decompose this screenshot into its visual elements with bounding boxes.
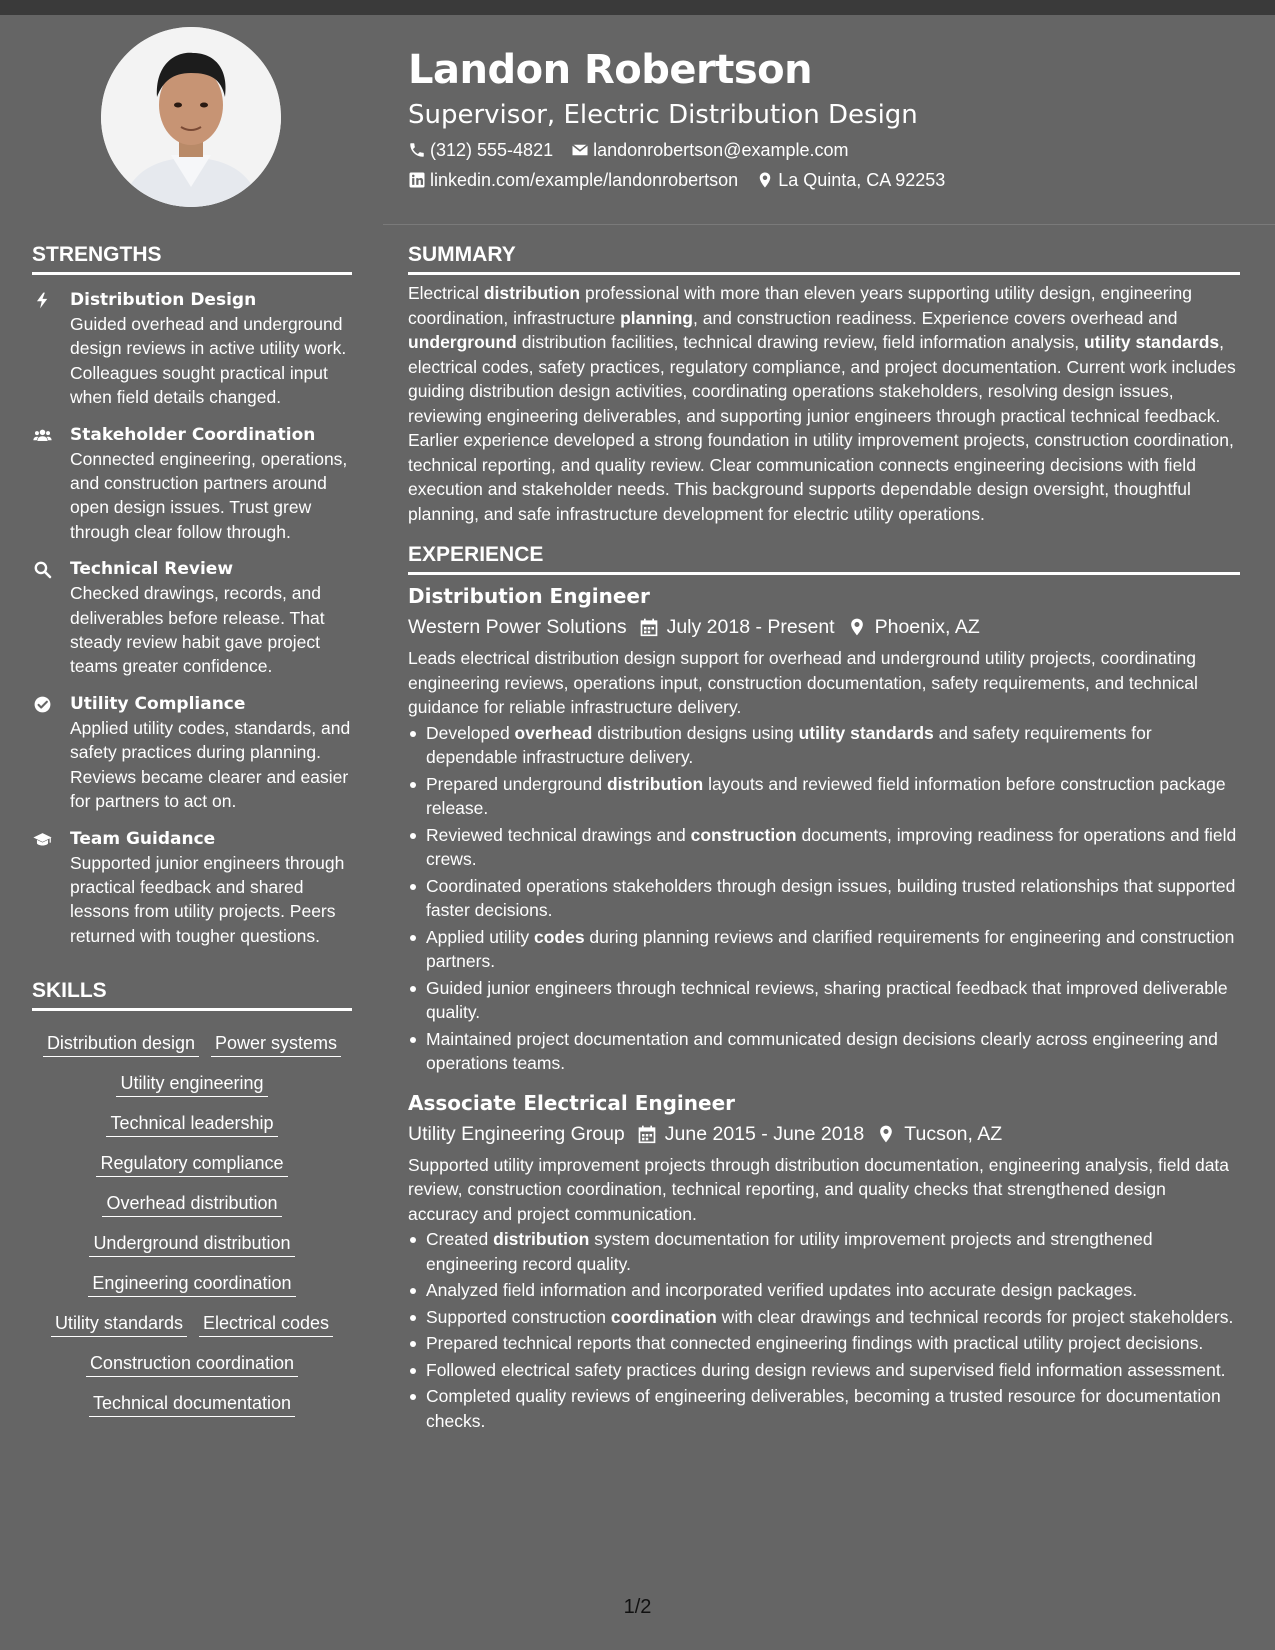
company-name: Western Power Solutions — [408, 616, 627, 638]
text-run: Reviewed technical drawings and — [426, 824, 691, 845]
contact-email[interactable] — [571, 138, 848, 162]
strength-item — [32, 423, 352, 545]
summary-heading: SUMMARY — [408, 243, 516, 266]
contact-location — [756, 168, 945, 192]
bullet-item — [408, 976, 1240, 1025]
text-run: Supported construction — [426, 1306, 611, 1327]
resume-header — [408, 42, 1248, 192]
skill-tag: Construction coordination — [86, 1350, 298, 1377]
candidate-title: Supervisor, Electric Distribution Design — [408, 100, 918, 130]
bold-keyword: utility standards — [1083, 332, 1220, 352]
bold-keyword: distribution — [483, 283, 581, 303]
search-icon — [32, 560, 53, 579]
strength-title: Technical Review — [70, 559, 234, 580]
job-bullets — [408, 721, 1240, 1076]
bullet-item — [408, 1227, 1240, 1276]
strength-item — [32, 692, 352, 814]
map-pin-icon — [847, 617, 867, 637]
skill-tag: Electrical codes — [199, 1310, 333, 1337]
bold-keyword: overhead — [514, 722, 593, 743]
text-run: during planning reviews and clarified requirements for engineering and construction partners. — [426, 926, 1235, 971]
job-dates — [639, 612, 835, 642]
strength-title: Team Guidance — [70, 828, 216, 849]
text-run: Maintained project documentation and communicated design decisions clearly across engineering and operations teams. — [426, 1028, 1218, 1073]
job-description: Leads electrical distribution design support for overhead and underground utility projects, coordinating engineering reviews, operations input, construction documentation, safety requirements, and technical guidance for reliable infrastructure delivery. — [408, 648, 1198, 717]
text-run: Developed — [426, 722, 515, 743]
phone-icon — [408, 141, 426, 159]
email-text[interactable]: landonrobertson@example.com — [593, 140, 849, 160]
text-run: Applied utility — [426, 926, 534, 947]
bullet-item — [408, 1278, 1240, 1303]
bullet-item — [408, 1384, 1240, 1433]
bold-keyword: planning — [620, 307, 693, 328]
summary-rule — [408, 272, 1240, 275]
text-run: and safety requirements for dependable infrastructure delivery. — [426, 722, 1152, 767]
right-column — [408, 240, 1240, 1435]
skill-tag: Engineering coordination — [88, 1270, 295, 1297]
strength-item — [32, 827, 352, 949]
text-run: Coordinated operations stakeholders through design issues, building trusted relationships that supported faster decisions. — [426, 875, 1236, 920]
skill-tag: Regulatory compliance — [96, 1150, 287, 1177]
top-bar — [0, 0, 1275, 15]
job-meta — [408, 1119, 1240, 1149]
text-run: distribution designs using — [592, 722, 799, 743]
job-entry — [408, 581, 1240, 1076]
text-run: Followed electrical safety practices during design reviews and supervised field information assessment. — [426, 1359, 1226, 1380]
text-run: Completed quality reviews of engineering deliverables, becoming a trusted resource for documentation checks. — [426, 1386, 1221, 1431]
text-run: professional with more than eleven years supporting utility design, engineering coordination, infrastructure — [408, 283, 1192, 328]
job-title: Associate Electrical Engineer — [408, 1090, 736, 1115]
text-run: Guided junior engineers through technical reviews, sharing practical feedback that improved deliverable quality. — [426, 977, 1228, 1022]
contact-row-1 — [408, 138, 1248, 162]
map-pin-icon — [756, 171, 774, 189]
users-icon — [32, 426, 53, 445]
bold-keyword: distribution — [493, 1229, 590, 1249]
phone-text: (312) 555-4821 — [430, 140, 554, 160]
skills-list — [32, 1017, 352, 1417]
job-location — [847, 612, 980, 642]
job-dates-text: June 2015 - June 2018 — [664, 1122, 865, 1145]
job-location-text: Tucson, AZ — [904, 1122, 1003, 1145]
text-run: Prepared technical reports that connected engineering findings with practical utility project decisions. — [426, 1333, 1204, 1353]
skill-tag: Technical leadership — [106, 1110, 277, 1137]
skill-row — [32, 1270, 352, 1297]
job-dates — [637, 1119, 865, 1149]
strengths-heading: STRENGTHS — [32, 243, 162, 266]
bullet-item — [408, 1027, 1240, 1076]
contact-row-2 — [408, 168, 1248, 192]
contact-phone — [408, 138, 553, 162]
bold-keyword: construction — [690, 824, 797, 845]
skill-row — [32, 1030, 352, 1057]
profile-photo — [101, 27, 281, 207]
bullet-item — [408, 874, 1240, 923]
calendar-icon — [637, 1124, 657, 1144]
strength-title: Utility Compliance — [70, 693, 246, 714]
experience-heading: EXPERIENCE — [408, 543, 544, 566]
location-text: La Quinta, CA 92253 — [778, 170, 946, 190]
skill-row — [32, 1070, 352, 1097]
skill-row — [32, 1190, 352, 1217]
skills-heading: SKILLS — [32, 979, 107, 1003]
skill-tag: Overhead distribution — [102, 1190, 281, 1217]
bullet-item — [408, 1305, 1240, 1330]
check-circle-icon — [32, 695, 53, 714]
job-title: Distribution Engineer — [408, 584, 650, 608]
text-run: Prepared underground — [426, 773, 607, 794]
bullet-item — [408, 721, 1240, 770]
bold-keyword: distribution — [606, 773, 704, 794]
strength-item — [32, 557, 352, 679]
skill-tag: Technical documentation — [89, 1390, 295, 1417]
text-run: system documentation for utility improvement projects and strengthened engineering record quality. — [426, 1229, 1153, 1274]
text-run: Created — [426, 1229, 494, 1249]
strength-desc: Connected engineering, operations, and construction partners around open design issues. Trust grew through clear follow through. — [70, 448, 348, 542]
job-dates-text: July 2018 - Present — [666, 616, 835, 638]
strength-title: Distribution Design — [70, 290, 257, 310]
job-bullets — [408, 1227, 1240, 1433]
strengths-rule — [32, 272, 352, 275]
bold-keyword: utility standards — [798, 722, 934, 743]
text-run: , electrical codes, safety practices, regulatory compliance, and project documentation. Current work includes guiding distribution design activities, coordinating operations stakeholders, resolving design issues, reviewing engineering deliverables, and supporting junior engineers through practical technical feedback. Earlier experience developed a strong foundation in utility improvement projects, construction coordination, technical reporting, and quality review. Clear communication connects engineering decisions with field execution and stakeholder needs. This background supports dependable design oversight, thoughtful planning, and safe infrastructure development for electric utility operations. — [408, 332, 1236, 524]
bullet-item — [408, 1331, 1240, 1356]
job-meta — [408, 612, 1240, 642]
candidate-name: Landon Robertson — [408, 47, 813, 93]
bold-keyword: codes — [533, 926, 585, 947]
skills-rule — [32, 1008, 352, 1011]
bold-keyword: underground — [408, 332, 517, 352]
strength-desc: Guided overhead and underground design reviews in active utility work. Colleagues sought practical input when field details changed. — [70, 314, 347, 408]
calendar-icon — [639, 617, 659, 637]
strength-desc: Applied utility codes, standards, and safety practices during planning. Reviews became clearer and easier for partners to act on. — [70, 717, 351, 812]
graduation-cap-icon — [32, 830, 53, 849]
text-run: with clear drawings and technical records for project stakeholders. — [716, 1306, 1234, 1327]
header-divider — [383, 224, 1275, 225]
skill-tag: Utility standards — [51, 1310, 187, 1337]
page-number: 1/2 — [623, 1596, 652, 1618]
strength-desc: Supported junior engineers through practical feedback and shared lessons from utility projects. Peers returned with tougher questions. — [70, 852, 345, 946]
map-pin-icon — [876, 1124, 896, 1144]
linkedin-text[interactable]: linkedin.com/example/landonrobertson — [430, 170, 739, 190]
strength-item — [32, 288, 352, 410]
summary-text — [408, 281, 1240, 526]
skill-row — [32, 1310, 352, 1337]
bullet-item — [408, 772, 1240, 821]
bullet-item — [408, 925, 1240, 974]
bolt-icon — [32, 291, 53, 310]
text-run: , and construction readiness. Experience covers overhead and — [692, 307, 1178, 328]
left-column — [32, 240, 352, 1417]
text-run: layouts and reviewed field information before construction package release. — [426, 773, 1226, 818]
job-location — [876, 1119, 1002, 1149]
job-location-text: Phoenix, AZ — [874, 616, 980, 638]
skill-row — [32, 1150, 352, 1177]
linkedin-icon — [408, 171, 426, 189]
company-name: Utility Engineering Group — [408, 1122, 625, 1145]
text-run: distribution facilities, technical drawing review, field information analysis, — [516, 332, 1084, 352]
experience-rule — [408, 572, 1240, 575]
job-description: Supported utility improvement projects through distribution documentation, engineering analysis, field data review, construction coordination, technical reporting, and quality checks that strengthened design accuracy and project communication. — [408, 1154, 1230, 1224]
skill-row — [32, 1110, 352, 1137]
skill-tag: Distribution design — [43, 1030, 199, 1057]
strength-desc: Checked drawings, records, and deliverables before release. That steady review habit gave project teams greater confidence. — [70, 583, 325, 677]
skill-tag: Power systems — [211, 1030, 341, 1057]
bullet-item — [408, 1358, 1240, 1383]
skill-tag: Underground distribution — [89, 1230, 294, 1257]
text-run: documents, improving readiness for operations and field crews. — [426, 824, 1237, 869]
strength-title: Stakeholder Coordination — [70, 424, 316, 445]
skill-tag: Utility engineering — [116, 1070, 267, 1097]
skill-row — [32, 1230, 352, 1257]
strengths-list — [32, 288, 352, 948]
bullet-item — [408, 823, 1240, 872]
contact-linkedin[interactable] — [408, 168, 738, 192]
text-run: Analyzed field information and incorporated verified updates into accurate design packages. — [426, 1280, 1138, 1300]
skill-row — [32, 1350, 352, 1377]
job-entry — [408, 1088, 1240, 1434]
bold-keyword: coordination — [610, 1306, 717, 1327]
text-run: Electrical — [408, 283, 484, 303]
skill-row — [32, 1390, 352, 1417]
envelope-icon — [571, 141, 589, 159]
